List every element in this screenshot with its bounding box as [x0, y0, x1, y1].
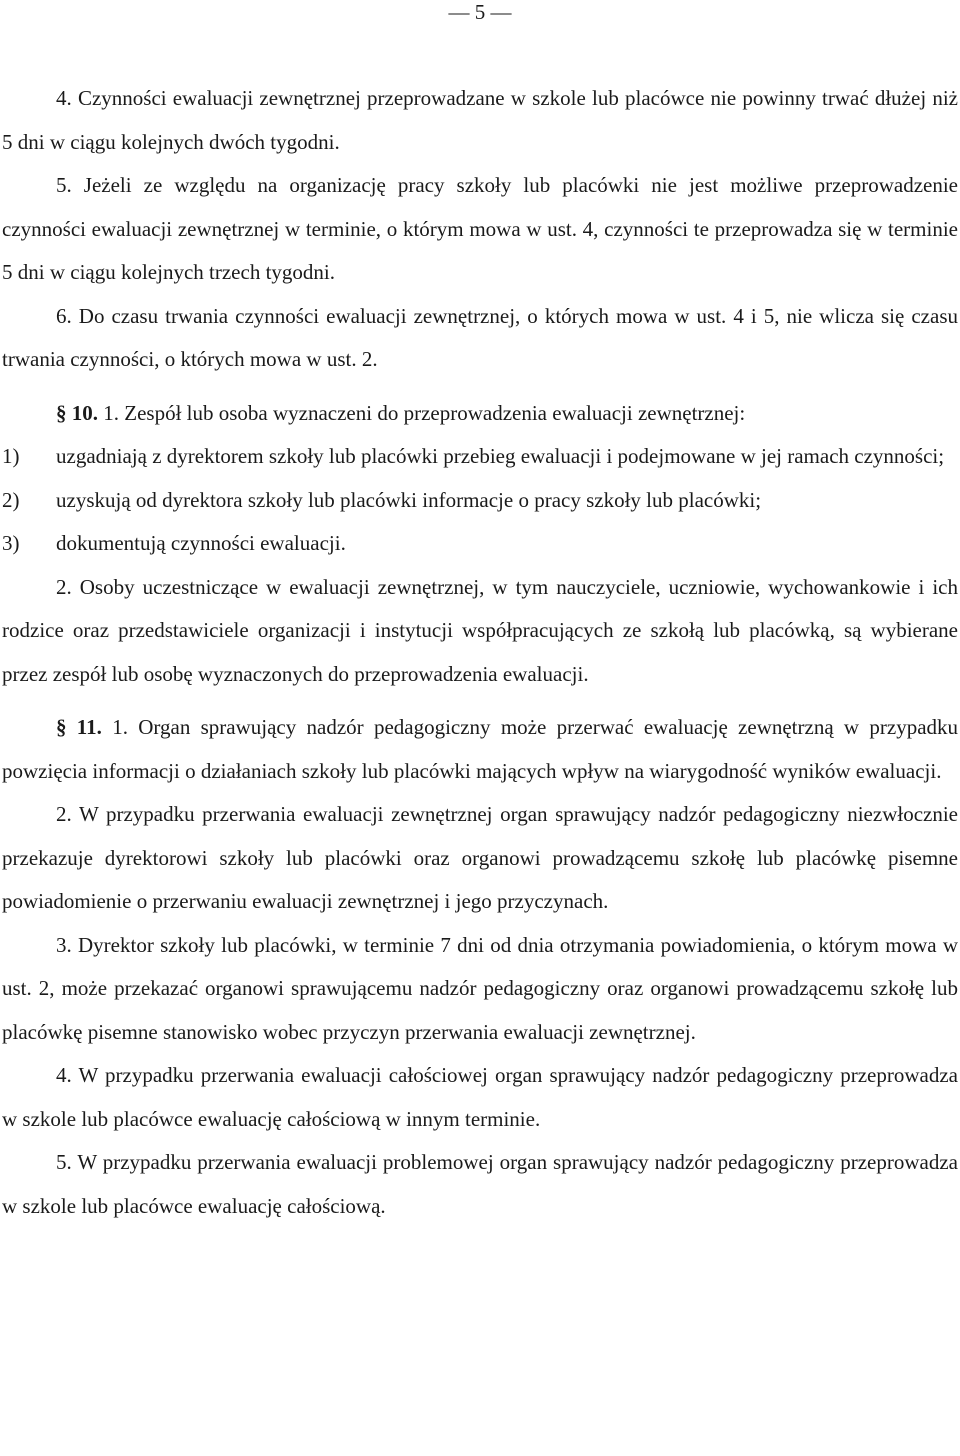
- list-item-number: 3): [2, 531, 20, 555]
- list-item-number: 1): [2, 444, 20, 468]
- section-10-paragraph-1-text: 1. Zespół lub osoba wyznaczeni do przeprowadzenia ewaluacji zewnętrznej:: [103, 400, 746, 425]
- section-11-number: § 11.: [56, 715, 102, 739]
- list-item: [2, 435, 958, 479]
- section-11-paragraph-3: 3. Dyrektor szkoły lub placówki, w terminie 7 dni od dnia otrzymania powiadomienia, o którym mowa w ust. 2, może przekazać organowi sprawującemu nadzór pedagogiczny oraz organowi prowadzącemu szkołę lub placówkę pisemne stanowisko wobec przyczyn przerwania ewaluacji zewnętrznej.: [2, 932, 958, 1044]
- section-11-paragraph-1: [2, 706, 958, 793]
- list-item: [2, 479, 958, 523]
- page-number: — 5 —: [448, 0, 512, 24]
- section-10-paragraph-1: [2, 392, 958, 436]
- list-item-text: uzyskują od dyrektora szkoły lub placówki informacje o pracy szkoły lub placówki;: [56, 487, 762, 512]
- list-item-text: dokumentują czynności ewaluacji.: [56, 531, 346, 555]
- list-item: [2, 522, 958, 566]
- section-10-number: § 10.: [56, 400, 98, 425]
- list-item-text: uzgadniają z dyrektorem szkoły lub placówki przebieg ewaluacji i podejmowane w jej ramach czynności;: [56, 444, 945, 468]
- list-item-number: 2): [2, 487, 20, 512]
- paragraph-6: 6. Do czasu trwania czynności ewaluacji zewnętrznej, o których mowa w ust. 4 i 5, nie wlicza się czasu trwania czynności, o których mowa w ust. 2.: [2, 303, 958, 371]
- section-11-paragraph-5: 5. W przypadku przerwania ewaluacji problemowej organ sprawujący nadzór pedagogiczny przeprowadza w szkole lub placówce ewaluację całościową.: [2, 1150, 958, 1218]
- section-10-paragraph-2: 2. Osoby uczestniczące w ewaluacji zewnętrznej, w tym nauczyciele, uczniowie, wychowankowie i ich rodzice oraz przedstawiciele organizacji i instytucji współpracujących ze szkołą lub placówką, są wybierane przez zespół lub osobę wyznaczonych do przeprowadzenia ewaluacji.: [2, 574, 958, 686]
- section-11-paragraph-2: 2. W przypadku przerwania ewaluacji zewnętrznej organ sprawujący nadzór pedagogiczny niezwłocznie przekazuje dyrektorowi szkoły lub placówki oraz organowi prowadzącemu szkołę lub placówkę pisemne powiadomienie o przerwaniu ewaluacji zewnętrznej i jego przyczynach.: [2, 802, 958, 913]
- paragraph-5: 5. Jeżeli ze względu na organizację pracy szkoły lub placówki nie jest możliwe przeprowadzenie czynności ewaluacji zewnętrznej w terminie, o którym mowa w ust. 4, czynności te przeprowadza się w terminie 5 dni w ciągu kolejnych trzech tygodni.: [2, 173, 958, 284]
- section-11-paragraph-1-text: 1. Organ sprawujący nadzór pedagogiczny może przerwać ewaluację zewnętrzną w przypadku powzięcia informacji o działaniach szkoły lub placówki mających wpływ na wiarygodność wyników ewaluacji.: [2, 715, 959, 783]
- document-body: [0, 77, 960, 1228]
- paragraph-4: 4. Czynności ewaluacji zewnętrznej przeprowadzane w szkole lub placówce nie powinny trwać dłużej niż 5 dni w ciągu kolejnych dwóch tygodni.: [2, 86, 958, 154]
- section-11-paragraph-4: 4. W przypadku przerwania ewaluacji całościowej organ sprawujący nadzór pedagogiczny przeprowadza w szkole lub placówce ewaluację całościową w innym terminie.: [2, 1063, 958, 1131]
